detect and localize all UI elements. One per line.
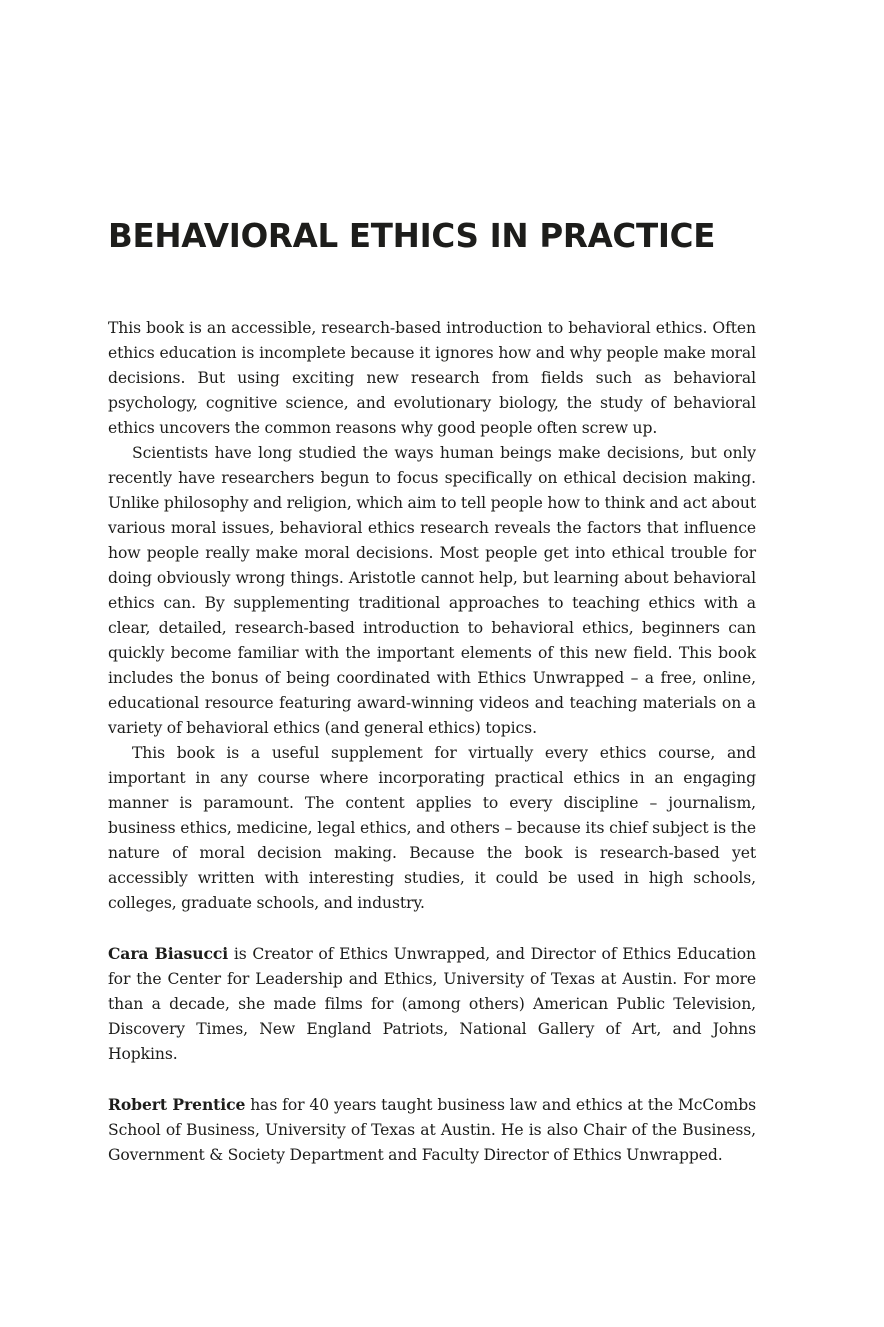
author-bio-1: [108, 941, 756, 1067]
author-bio-text-2: has for 40 years taught business law and ethics at the McCombs School of Business, University of Texas at Austin. He is also Chair of the Business, Government & Society Department and Faculty Director of Ethics Unwrapped.: [108, 1096, 756, 1164]
description-paragraph-1: This book is an accessible, research-based introduction to behavioral ethics. Often ethics education is incomplete because it ignores how and why people make moral decisions. But using exciting new research from fields such as behavioral psychology, cognitive science, and evolutionary biology, the study of behavioral ethics uncovers the common reasons why good people often screw up.: [108, 319, 756, 437]
author-bio-text-1: is Creator of Ethics Unwrapped, and Director of Ethics Education for the Center for Leadership and Ethics, University of Texas at Austin. For more than a decade, she made films for (among others) American Public Television, Discovery Times, New England Patriots, National Gallery of Art, and Johns Hopkins.: [108, 945, 757, 1063]
spacer: [108, 916, 756, 941]
author-bio-2: [108, 1092, 756, 1168]
book-description: [108, 316, 756, 1168]
book-page: [108, 0, 756, 1327]
author-name-2: Robert Prentice: [108, 1095, 246, 1114]
author-name-1: Cara Biasucci: [108, 944, 229, 963]
book-title: BEHAVIORAL ETHICS IN PRACTICE: [108, 217, 716, 255]
spacer: [108, 1067, 756, 1092]
description-paragraph-3: This book is a useful supplement for virtually every ethics course, and important in any course where incorporating practical ethics in an engaging manner is paramount. The content applies to every discipline – journalism, business ethics, medicine, legal ethics, and others – because its chief subject is the nature of moral decision making. Because the book is research-based yet accessibly written with interesting studies, it could be used in high schools, colleges, graduate schools, and industry.: [108, 744, 756, 912]
description-paragraph-2: Scientists have long studied the ways human beings make decisions, but only recently have researchers begun to focus specifically on ethical decision making. Unlike philosophy and religion, which aim to tell people how to think and act about various moral issues, behavioral ethics research reveals the factors that influence how people really make moral decisions. Most people get into ethical trouble for doing obviously wrong things. Aristotle cannot help, but learning about behavioral ethics can. By supplementing traditional approaches to teaching ethics with a clear, detailed, research-based introduction to behavioral ethics, beginners can quickly become familiar with the important elements of this new field. This book includes the bonus of being coordinated with Ethics Unwrapped – a free, online, educational resource featuring award-winning videos and teaching materials on a variety of behavioral ethics (and general ethics) topics.: [108, 444, 756, 737]
